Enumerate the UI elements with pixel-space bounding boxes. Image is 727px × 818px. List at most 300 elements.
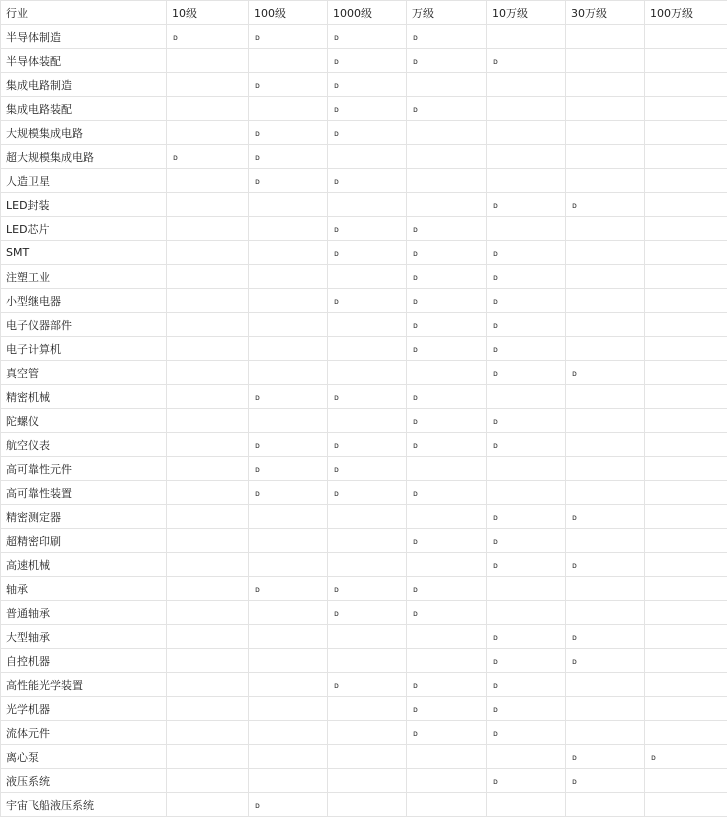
class-cell <box>566 97 645 121</box>
class-cell <box>645 601 727 625</box>
applicable-mark-icon: ᴅ <box>493 513 498 522</box>
class-cell <box>645 73 727 97</box>
class-cell <box>249 793 328 817</box>
industry-name-cell: 注塑工业 <box>1 265 167 289</box>
class-cell <box>167 265 249 289</box>
table-row <box>1 193 727 217</box>
class-cell <box>487 577 566 601</box>
industry-name-cell: 高可靠性元件 <box>1 457 167 481</box>
applicable-mark-icon: ᴅ <box>413 537 418 546</box>
class-cell <box>487 649 566 673</box>
class-cell <box>167 337 249 361</box>
applicable-mark-icon: ᴅ <box>413 681 418 690</box>
table-row <box>1 577 727 601</box>
class-cell <box>328 97 407 121</box>
class-cell <box>487 241 566 265</box>
class-cell <box>249 289 328 313</box>
applicable-mark-icon: ᴅ <box>493 681 498 690</box>
applicable-mark-icon: ᴅ <box>334 297 339 306</box>
class-cell <box>566 505 645 529</box>
applicable-mark-icon: ᴅ <box>255 177 260 186</box>
class-cell <box>566 409 645 433</box>
class-cell <box>249 73 328 97</box>
industry-name-cell: 集成电路装配 <box>1 97 167 121</box>
class-cell <box>645 121 727 145</box>
class-cell <box>487 313 566 337</box>
class-cell <box>167 289 249 313</box>
applicable-mark-icon: ᴅ <box>334 609 339 618</box>
applicable-mark-icon: ᴅ <box>413 393 418 402</box>
table-row <box>1 649 727 673</box>
table-row <box>1 265 727 289</box>
class-cell <box>328 73 407 97</box>
header-cell-industry: 行业 <box>1 1 167 25</box>
class-cell <box>167 25 249 49</box>
header-cell-class-10: 10级 <box>167 1 249 25</box>
class-cell <box>328 481 407 505</box>
industry-name-cell: 离心泵 <box>1 745 167 769</box>
class-cell <box>407 505 487 529</box>
class-cell <box>645 745 727 769</box>
class-cell <box>167 601 249 625</box>
class-cell <box>487 433 566 457</box>
applicable-mark-icon: ᴅ <box>493 657 498 666</box>
class-cell <box>328 241 407 265</box>
class-cell <box>249 121 328 145</box>
class-cell <box>328 265 407 289</box>
class-cell <box>328 673 407 697</box>
applicable-mark-icon: ᴅ <box>413 345 418 354</box>
applicable-mark-icon: ᴅ <box>572 369 577 378</box>
class-cell <box>328 193 407 217</box>
class-cell <box>249 337 328 361</box>
class-cell <box>407 697 487 721</box>
class-cell <box>167 385 249 409</box>
class-cell <box>167 721 249 745</box>
class-cell <box>328 337 407 361</box>
class-cell <box>167 529 249 553</box>
class-cell <box>249 217 328 241</box>
class-cell <box>566 73 645 97</box>
class-cell <box>487 793 566 817</box>
class-cell <box>487 769 566 793</box>
table-row <box>1 769 727 793</box>
table-row <box>1 505 727 529</box>
class-cell <box>328 721 407 745</box>
table-row <box>1 721 727 745</box>
applicable-mark-icon: ᴅ <box>255 801 260 810</box>
table-row <box>1 673 727 697</box>
applicable-mark-icon: ᴅ <box>334 105 339 114</box>
class-cell <box>487 553 566 577</box>
industry-name-cell: 超大规模集成电路 <box>1 145 167 169</box>
table-row <box>1 601 727 625</box>
class-cell <box>407 529 487 553</box>
class-cell <box>167 121 249 145</box>
applicable-mark-icon: ᴅ <box>413 249 418 258</box>
class-cell <box>249 769 328 793</box>
applicable-mark-icon: ᴅ <box>572 633 577 642</box>
applicable-mark-icon: ᴅ <box>493 777 498 786</box>
class-cell <box>566 745 645 769</box>
class-cell <box>566 313 645 337</box>
industry-name-cell: 人造卫星 <box>1 169 167 193</box>
class-cell <box>407 577 487 601</box>
class-cell <box>328 745 407 769</box>
class-cell <box>167 649 249 673</box>
class-cell <box>249 145 328 169</box>
applicable-mark-icon: ᴅ <box>493 729 498 738</box>
table-row <box>1 49 727 73</box>
class-cell <box>566 433 645 457</box>
applicable-mark-icon: ᴅ <box>493 633 498 642</box>
class-cell <box>566 49 645 73</box>
applicable-mark-icon: ᴅ <box>255 33 260 42</box>
class-cell <box>487 73 566 97</box>
applicable-mark-icon: ᴅ <box>493 705 498 714</box>
industry-name-cell: 高性能光学装置 <box>1 673 167 697</box>
class-cell <box>328 217 407 241</box>
applicable-mark-icon: ᴅ <box>493 297 498 306</box>
class-cell <box>487 265 566 289</box>
applicable-mark-icon: ᴅ <box>413 489 418 498</box>
industry-name-cell: 大型轴承 <box>1 625 167 649</box>
table-row <box>1 25 727 49</box>
class-cell <box>249 577 328 601</box>
class-cell <box>487 721 566 745</box>
table-row <box>1 433 727 457</box>
class-cell <box>167 97 249 121</box>
industry-name-cell: 半导体装配 <box>1 49 167 73</box>
applicable-mark-icon: ᴅ <box>334 681 339 690</box>
industry-name-cell: 电子仪器部件 <box>1 313 167 337</box>
class-cell <box>167 145 249 169</box>
class-cell <box>407 433 487 457</box>
class-cell <box>566 217 645 241</box>
applicable-mark-icon: ᴅ <box>334 225 339 234</box>
class-cell <box>487 217 566 241</box>
class-cell <box>167 793 249 817</box>
class-cell <box>249 193 328 217</box>
class-cell <box>328 649 407 673</box>
industry-name-cell: 高速机械 <box>1 553 167 577</box>
class-cell <box>407 265 487 289</box>
class-cell <box>487 673 566 697</box>
class-cell <box>407 241 487 265</box>
class-cell <box>566 145 645 169</box>
class-cell <box>407 457 487 481</box>
industry-name-cell: 陀螺仪 <box>1 409 167 433</box>
applicable-mark-icon: ᴅ <box>334 129 339 138</box>
applicable-mark-icon: ᴅ <box>334 249 339 258</box>
class-cell <box>566 361 645 385</box>
class-cell <box>407 289 487 313</box>
applicable-mark-icon: ᴅ <box>255 585 260 594</box>
class-cell <box>328 553 407 577</box>
industry-name-cell: 轴承 <box>1 577 167 601</box>
class-cell <box>645 25 727 49</box>
industry-name-cell: 流体元件 <box>1 721 167 745</box>
header-cell-class-10k: 万级 <box>407 1 487 25</box>
class-cell <box>167 481 249 505</box>
class-cell <box>249 313 328 337</box>
class-cell <box>328 457 407 481</box>
class-cell <box>249 265 328 289</box>
applicable-mark-icon: ᴅ <box>413 105 418 114</box>
applicable-mark-icon: ᴅ <box>493 321 498 330</box>
class-cell <box>167 361 249 385</box>
table-row <box>1 409 727 433</box>
class-cell <box>407 721 487 745</box>
class-cell <box>645 193 727 217</box>
class-cell <box>328 505 407 529</box>
table-row <box>1 361 727 385</box>
applicable-mark-icon: ᴅ <box>413 705 418 714</box>
industry-name-cell: 宇宙飞船液压系统 <box>1 793 167 817</box>
applicable-mark-icon: ᴅ <box>651 753 656 762</box>
applicable-mark-icon: ᴅ <box>255 441 260 450</box>
class-cell <box>407 745 487 769</box>
applicable-mark-icon: ᴅ <box>334 393 339 402</box>
class-cell <box>407 385 487 409</box>
class-cell <box>645 769 727 793</box>
applicable-mark-icon: ᴅ <box>413 441 418 450</box>
class-cell <box>167 409 249 433</box>
class-cell <box>645 529 727 553</box>
header-cell-class-300k: 30万级 <box>566 1 645 25</box>
applicable-mark-icon: ᴅ <box>493 57 498 66</box>
table-body <box>1 1 727 817</box>
industry-name-cell: 航空仪表 <box>1 433 167 457</box>
applicable-mark-icon: ᴅ <box>334 441 339 450</box>
applicable-mark-icon: ᴅ <box>413 225 418 234</box>
class-cell <box>167 313 249 337</box>
class-cell <box>328 793 407 817</box>
table-row <box>1 529 727 553</box>
class-cell <box>328 409 407 433</box>
class-cell <box>645 217 727 241</box>
table-row <box>1 625 727 649</box>
class-cell <box>487 289 566 313</box>
class-cell <box>328 385 407 409</box>
class-cell <box>645 241 727 265</box>
applicable-mark-icon: ᴅ <box>413 33 418 42</box>
industry-name-cell: 集成电路制造 <box>1 73 167 97</box>
class-cell <box>328 289 407 313</box>
class-cell <box>566 289 645 313</box>
class-cell <box>645 49 727 73</box>
class-cell <box>566 25 645 49</box>
class-cell <box>645 577 727 601</box>
class-cell <box>249 649 328 673</box>
industry-name-cell: LED封装 <box>1 193 167 217</box>
class-cell <box>167 577 249 601</box>
class-cell <box>249 361 328 385</box>
class-cell <box>407 481 487 505</box>
class-cell <box>167 769 249 793</box>
table-row <box>1 337 727 361</box>
industry-name-cell: 电子计算机 <box>1 337 167 361</box>
class-cell <box>249 241 328 265</box>
class-cell <box>249 553 328 577</box>
class-cell <box>249 673 328 697</box>
applicable-mark-icon: ᴅ <box>255 489 260 498</box>
class-cell <box>407 121 487 145</box>
header-cell-class-1m: 100万级 <box>645 1 727 25</box>
class-cell <box>645 337 727 361</box>
class-cell <box>328 529 407 553</box>
class-cell <box>487 457 566 481</box>
class-cell <box>249 97 328 121</box>
table-row <box>1 121 727 145</box>
applicable-mark-icon: ᴅ <box>572 561 577 570</box>
table-row <box>1 745 727 769</box>
class-cell <box>487 97 566 121</box>
applicable-mark-icon: ᴅ <box>334 585 339 594</box>
class-cell <box>407 553 487 577</box>
class-cell <box>487 193 566 217</box>
applicable-mark-icon: ᴅ <box>493 273 498 282</box>
industry-name-cell: 半导体制造 <box>1 25 167 49</box>
applicable-mark-icon: ᴅ <box>493 417 498 426</box>
class-cell <box>645 97 727 121</box>
class-cell <box>407 769 487 793</box>
table-row <box>1 481 727 505</box>
class-cell <box>645 265 727 289</box>
header-cell-class-100k: 10万级 <box>487 1 566 25</box>
applicable-mark-icon: ᴅ <box>255 153 260 162</box>
class-cell <box>167 673 249 697</box>
class-cell <box>487 601 566 625</box>
industry-name-cell: 大规模集成电路 <box>1 121 167 145</box>
industry-name-cell: 光学机器 <box>1 697 167 721</box>
class-cell <box>645 409 727 433</box>
class-cell <box>487 169 566 193</box>
industry-name-cell: 液压系统 <box>1 769 167 793</box>
class-cell <box>167 457 249 481</box>
table-row <box>1 145 727 169</box>
class-cell <box>645 505 727 529</box>
table-row <box>1 553 727 577</box>
applicable-mark-icon: ᴅ <box>413 609 418 618</box>
table-row <box>1 97 727 121</box>
class-cell <box>645 793 727 817</box>
industry-name-cell: 高可靠性装置 <box>1 481 167 505</box>
class-cell <box>328 601 407 625</box>
class-cell <box>645 433 727 457</box>
applicable-mark-icon: ᴅ <box>413 297 418 306</box>
class-cell <box>407 193 487 217</box>
class-cell <box>328 25 407 49</box>
applicable-mark-icon: ᴅ <box>173 153 178 162</box>
applicable-mark-icon: ᴅ <box>173 33 178 42</box>
industry-name-cell: 超精密印刷 <box>1 529 167 553</box>
class-cell <box>249 505 328 529</box>
class-cell <box>487 145 566 169</box>
class-cell <box>645 481 727 505</box>
class-cell <box>407 97 487 121</box>
class-cell <box>407 649 487 673</box>
table-row <box>1 385 727 409</box>
applicable-mark-icon: ᴅ <box>572 657 577 666</box>
industry-name-cell: 精密机械 <box>1 385 167 409</box>
class-cell <box>566 457 645 481</box>
class-cell <box>167 433 249 457</box>
class-cell <box>328 433 407 457</box>
class-cell <box>167 217 249 241</box>
applicable-mark-icon: ᴅ <box>255 129 260 138</box>
applicable-mark-icon: ᴅ <box>572 201 577 210</box>
class-cell <box>407 217 487 241</box>
class-cell <box>328 769 407 793</box>
class-cell <box>249 25 328 49</box>
table-row <box>1 217 727 241</box>
class-cell <box>645 385 727 409</box>
class-cell <box>566 769 645 793</box>
applicable-mark-icon: ᴅ <box>413 417 418 426</box>
class-cell <box>487 25 566 49</box>
class-cell <box>487 121 566 145</box>
class-cell <box>487 505 566 529</box>
class-cell <box>566 601 645 625</box>
industry-name-cell: SMT <box>1 241 167 265</box>
applicable-mark-icon: ᴅ <box>493 537 498 546</box>
class-cell <box>566 241 645 265</box>
table-header-row <box>1 1 727 25</box>
applicable-mark-icon: ᴅ <box>255 465 260 474</box>
class-cell <box>407 361 487 385</box>
class-cell <box>249 409 328 433</box>
class-cell <box>328 169 407 193</box>
class-cell <box>328 313 407 337</box>
applicable-mark-icon: ᴅ <box>572 513 577 522</box>
class-cell <box>407 145 487 169</box>
applicable-mark-icon: ᴅ <box>413 273 418 282</box>
class-cell <box>645 697 727 721</box>
class-cell <box>645 625 727 649</box>
class-cell <box>645 673 727 697</box>
applicable-mark-icon: ᴅ <box>413 321 418 330</box>
class-cell <box>407 601 487 625</box>
class-cell <box>645 145 727 169</box>
applicable-mark-icon: ᴅ <box>572 777 577 786</box>
class-cell <box>328 361 407 385</box>
applicable-mark-icon: ᴅ <box>334 465 339 474</box>
class-cell <box>407 409 487 433</box>
applicable-mark-icon: ᴅ <box>493 369 498 378</box>
table-row <box>1 457 727 481</box>
class-cell <box>407 49 487 73</box>
class-cell <box>167 169 249 193</box>
class-cell <box>645 457 727 481</box>
class-cell <box>487 409 566 433</box>
class-cell <box>407 673 487 697</box>
class-cell <box>249 601 328 625</box>
class-cell <box>566 553 645 577</box>
class-cell <box>566 625 645 649</box>
class-cell <box>645 289 727 313</box>
class-cell <box>167 505 249 529</box>
class-cell <box>167 697 249 721</box>
class-cell <box>566 697 645 721</box>
industry-name-cell: 普通轴承 <box>1 601 167 625</box>
class-cell <box>407 313 487 337</box>
class-cell <box>566 121 645 145</box>
applicable-mark-icon: ᴅ <box>413 57 418 66</box>
class-cell <box>487 745 566 769</box>
class-cell <box>487 697 566 721</box>
class-cell <box>249 625 328 649</box>
